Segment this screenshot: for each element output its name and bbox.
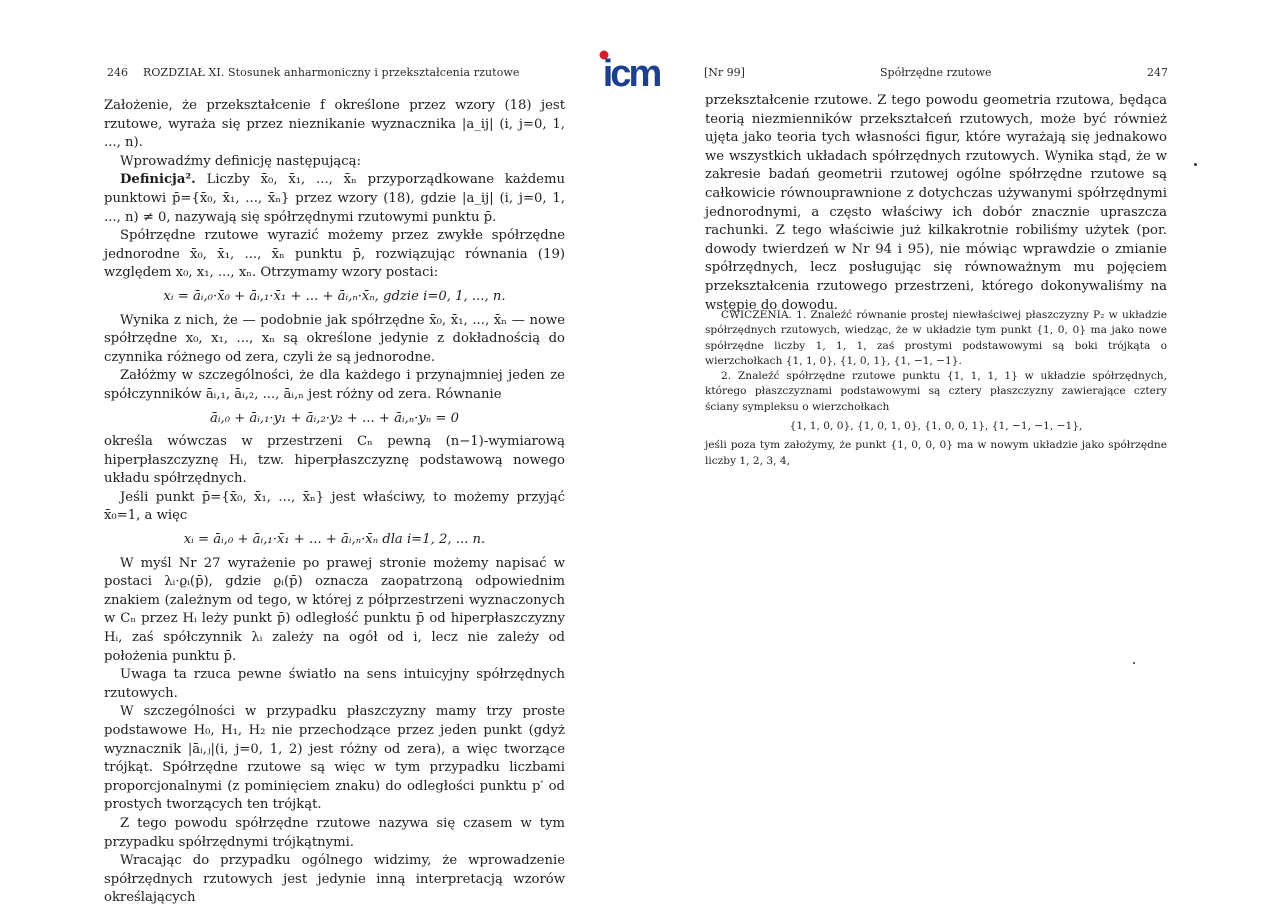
formula: xᵢ = āᵢ,₀ + āᵢ,₁·x̄₁ + ... + āᵢ,ₙ·x̄ₙ dla i=1, 2, ... n.	[183, 532, 486, 548]
paragraph: W szczególności w przypadku płaszczyzny mamy trzy proste podstawowe H₀, H₁, H₂ nie przechodzące przez jeden punkt (gdyż wyznacznik |āᵢ,ⱼ|(i, j=0, 1, 2) jest różny od zera), a więc tworzące trójkąt. Spółrzędne rzutowe są więc w tym przypadku liczbami proporcjonalnymi (z pominięciem znaku) do odległości punktu p′ od prostych tworzących ten trójkąt.	[104, 704, 565, 813]
right-page	[631, 0, 1263, 894]
left-page-number: 246	[107, 66, 128, 79]
formula: xᵢ = āᵢ,₀·x̄₀ + āᵢ,₁·x̄₁ + ... + āᵢ,ₙ·x̄ₙ, gdzie i=0, 1, ..., n.	[163, 288, 506, 304]
definition-label: Definicja².	[120, 172, 196, 188]
paragraph: Wprowadźmy definicję następującą:	[120, 153, 361, 169]
paragraph: Wracając do przypadku ogólnego widzimy, że wprowadzenie spółrzędnych rzutowych jest jedynie inną interpretacją wzorów określających	[104, 853, 565, 906]
paragraph: W myśl Nr 27 wyrażenie po prawej stronie możemy napisać w postaci λᵢ·ϱᵢ(p̄), gdzie ϱᵢ(p̄) oznacza zaopatrzoną odpowiednim znakiem (zależnym od tego, w której z półprzestrzeni wyznaczonych w Cₙ przez Hᵢ leży punkt p̄) odległość punktu p̄ od hiperpłaszczyzny Hᵢ, zaś spółczynnik λᵢ zależy na ogół od i, lecz nie zależy od położenia punktu p̄.	[104, 555, 565, 664]
paragraph: przekształcenie rzutowe. Z tego powodu geometria rzutowa, będąca teorią niezmienników przekształceń rzutowych, może być również ujęta jako teoria tych własności figur, które wyrażają się jednakowo we wszystkich układach spółrzędnych rzutowych. Wynika stąd, że w zakresie badań geometrii rzutowej ogólne spółrzędne rzutowe są całkowicie równouprawnione z dotychczas używanymi spółrzędnymi jednorodnymi, a często właściwy ich dobór znacznie upraszcza rachunki. Z tego właściwie już kilkakrotnie robiliśmy użytek (por. dowody twierdzeń w Nr 94 i 95), nie mówiąc wprawdzie o zmianie spółrzędnych, lecz posługując się równoważnym mu pojęciem przekształcenia rzutowego przestrzeni, którego dokonywaliśmy na wstępie do dowodu.	[705, 93, 1167, 313]
paragraph: Założenie, że przekształcenie f określone przez wzory (18) jest rzutowe, wyraża się przez nieznikanie wyznacznika |a_ij| (i, j=0, 1, ..., n).	[104, 98, 565, 151]
left-body	[104, 97, 565, 908]
paragraph: Uwaga ta rzuca pewne światło na sens intuicyjny spółrzędnych rzutowych.	[104, 667, 565, 701]
logo-text: icm	[602, 53, 660, 90]
definition-paragraph	[104, 171, 565, 227]
exercises	[705, 308, 1167, 469]
chapter-header: ROZDZIAŁ XI. Stosunek anharmoniczny i przekształcenia rzutowe	[143, 66, 520, 79]
exercise-item: ĆWICZENIA. 1. Znaleźć równanie prostej niewłaściwej płaszczyzny P₂ w układzie spółrzędnych rzutowych, wiedząc, że w układzie tym punkt {1, 0, 0} ma jako nowe spółrzędne liczby 1, 1, 1, zaś prostymi podstawowymi są boki trójkąta o wierzchołkach {1, 1, 0}, {1, 0, 1}, {1, −1, −1}.	[705, 309, 1167, 367]
left-page	[0, 0, 631, 906]
right-page-number: 247	[1147, 66, 1168, 79]
formula: āᵢ,₀ + āᵢ,₁·y₁ + āᵢ,₂·y₂ + ... + āᵢ,ₙ·yₙ = 0	[209, 410, 459, 426]
paragraph: Załóżmy w szczególności, że dla każdego i przynajmniej jeden ze spółczynników āᵢ,₁, āᵢ,₂, ..., āᵢ,ₙ jest różny od zera. Równanie	[104, 368, 565, 402]
scan-speck	[1133, 662, 1135, 664]
definition-text: Liczby x̄₀, x̄₁, ..., x̄ₙ przyporządkowane każdemu punktowi p̄={x̄₀, x̄₁, ..., x̄ₙ} przez wzory (18), gdzie |a_ij| (i, j=0, 1, ..., n) ≠ 0, nazywają się spółrzędnymi rzutowymi punktu p̄.	[104, 172, 565, 225]
exercise-item: jeśli poza tym założymy, że punkt {1, 0, 0, 0} ma w nowym układzie jako spółrzędne liczby 1, 2, 3, 4,	[705, 439, 1167, 467]
paragraph: Z tego powodu spółrzędne rzutowe nazywa się czasem w tym przypadku spółrzędnymi trójkątnymi.	[104, 815, 565, 850]
right-body	[705, 92, 1167, 315]
exercise-item: 2. Znaleźć spółrzędne rzutowe punktu {1, 1, 1, 1} w układzie spółrzędnych, którego płaszczyznami podstawowymi są cztery płaszczyzny zawierające cztery ściany sympleksu o wierzchołkach	[705, 370, 1167, 413]
paragraph: określa wówczas w przestrzeni Cₙ pewną (n−1)-wymiarową hiperpłaszczyznę Hᵢ, tzw. hiperpłaszczyznę podstawową nowego układu spółrzędnych.	[104, 434, 565, 487]
paragraph: Wynika z nich, że — podobnie jak spółrzędne x̄₀, x̄₁, ..., x̄ₙ — nowe spółrzędne x₀, x₁, ..., xₙ są określone jedynie z dokładnością do czynnika różnego od zera, czyli że są jednorodne.	[104, 312, 565, 365]
paragraph: Jeśli punkt p̄={x̄₀, x̄₁, ..., x̄ₙ} jest właściwy, to możemy przyjąć x̄₀=1, a więc	[104, 489, 565, 524]
paragraph: Spółrzędne rzutowe wyrazić możemy przez zwykłe spółrzędne jednorodne x̄₀, x̄₁, ..., x̄ₙ punktu p̄, rozwiązując równania (19) względem x₀, x₁, ..., xₙ. Otrzymamy wzory postaci:	[104, 228, 565, 281]
running-title: Spółrzędne rzutowe	[880, 66, 992, 79]
exercise-formula: {1, 1, 0, 0}, {1, 0, 1, 0}, {1, 0, 0, 1}, {1, −1, −1, −1},	[789, 420, 1083, 433]
section-tag: [Nr 99]	[704, 66, 745, 79]
scan-speck	[1194, 163, 1197, 166]
